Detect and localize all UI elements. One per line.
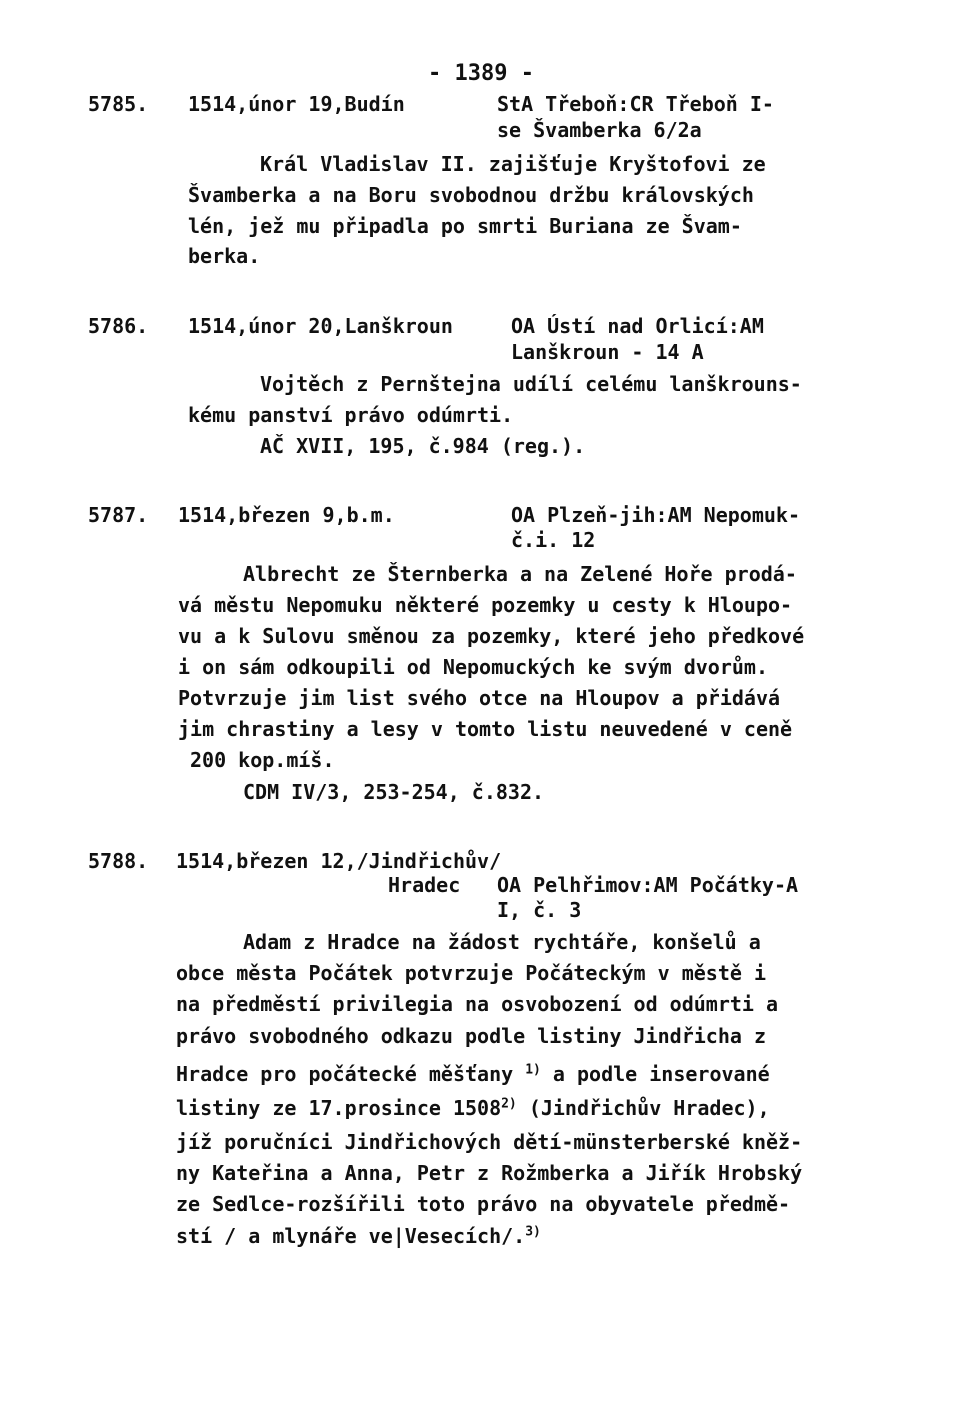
entry-text-line: jim chrastiny a lesy v tomto listu neuvedené v ceně (178, 717, 793, 741)
entry-archive: OA Ústí nad Orlicí:AM (511, 314, 764, 338)
entry-number: 5788. (88, 849, 149, 873)
entry-text-line: ny Kateřina a Anna, Petr z Rožmberka a Jiřík Hrobský (176, 1161, 803, 1185)
entry-number: 5786. (88, 314, 149, 338)
entry-text-line: kému panství právo odúmrti. (188, 403, 514, 427)
entry-archive: StA Třeboň:CR Třeboň I- (497, 92, 774, 116)
entry-text-fragment: Hradce pro počátecké měšťany (176, 1062, 514, 1086)
entry-text-line: berka. (188, 244, 261, 268)
entry-number: 5785. (88, 92, 149, 116)
entry-text-line: Adam z Hradce na žádost rychtáře, konšelů a (243, 930, 761, 954)
entry-text-line (176, 1062, 770, 1086)
entry-text-line: obce města Počátek potvrzuje Počáteckým v městě i (176, 961, 767, 985)
page-number: - 1389 - (428, 61, 534, 86)
entry-text-line: právo svobodného odkazu podle listiny Jindřicha z (176, 1024, 767, 1048)
entry-date-place: 1514,březen 12,/Jindřichův/ (176, 849, 502, 873)
entry-archive: OA Plzeň-jih:AM Nepomuk- (511, 503, 800, 527)
entry-date-place: 1514,únor 19,Budín (188, 92, 405, 116)
entry-text-fragment: stí / a mlynáře ve|Vesecích/. (176, 1224, 526, 1248)
entry-text-line: jíž poručníci Jindřichových dětí-münsterberské kněž- (176, 1130, 803, 1154)
entry-date-place: 1514,březen 9,b.m. (178, 503, 395, 527)
entry-date-place: 1514,únor 20,Lanškroun (188, 314, 453, 338)
entry-text-line: Albrecht ze Šternberka a na Zelené Hoře prodá- (243, 562, 797, 586)
entry-citation: CDM IV/3, 253-254, č.832. (243, 780, 545, 804)
entry-text-line: Král Vladislav II. zajišťuje Kryštofovi ze (260, 152, 766, 176)
entry-text-fragment: (Jindřichův Hradec), (528, 1096, 770, 1120)
entry-number: 5787. (88, 503, 149, 527)
entry-archive: Lanškroun - 14 A (511, 340, 704, 364)
entry-date-place: Hradec (388, 873, 461, 897)
entry-text-line: vá městu Nepomuku některé pozemky u cesty k Hloupo- (178, 593, 793, 617)
entry-text-line: Vojtěch z Pernštejna udílí celému lanškrouns- (260, 372, 802, 396)
entry-text-line: ze Sedlce-rozšířili toto právo na obyvatele předmě- (176, 1192, 791, 1216)
entry-text-fragment: a podle inserované (552, 1062, 770, 1086)
entry-archive: č.i. 12 (511, 528, 596, 552)
footnote-mark: 1) (525, 1062, 541, 1078)
entry-citation: AČ XVII, 195, č.984 (reg.). (260, 434, 586, 458)
entry-archive: OA Pelhřimov:AM Počátky-A (497, 873, 799, 897)
entry-text-line (176, 1224, 541, 1248)
entry-archive: se Švamberka 6/2a (497, 118, 702, 142)
entry-text-line: i on sám odkoupili od Nepomuckých ke svým dvorům. (178, 655, 769, 679)
entry-text-line (176, 1096, 770, 1120)
entry-text-line: 200 kop.míš. (190, 748, 335, 772)
entry-text-line: lén, jež mu připadla po smrti Buriana ze Švam- (188, 214, 742, 238)
entry-archive: I, č. 3 (497, 898, 582, 922)
entry-text-line: vu a k Sulovu směnou za pozemky, které jeho předkové (178, 624, 805, 648)
entry-text-line: Potvrzuje jim list svého otce na Hloupov a přidává (178, 686, 781, 710)
footnote-mark: 2) (501, 1096, 517, 1112)
entry-text-fragment: listiny ze 17.prosince 1508 (176, 1096, 502, 1120)
footnote-mark: 3) (525, 1224, 541, 1240)
entry-text-line: na předměstí privilegia na osvobození od odúmrti a (176, 992, 779, 1016)
entry-text-line: Švamberka a na Boru svobodnou držbu královských (188, 183, 754, 207)
